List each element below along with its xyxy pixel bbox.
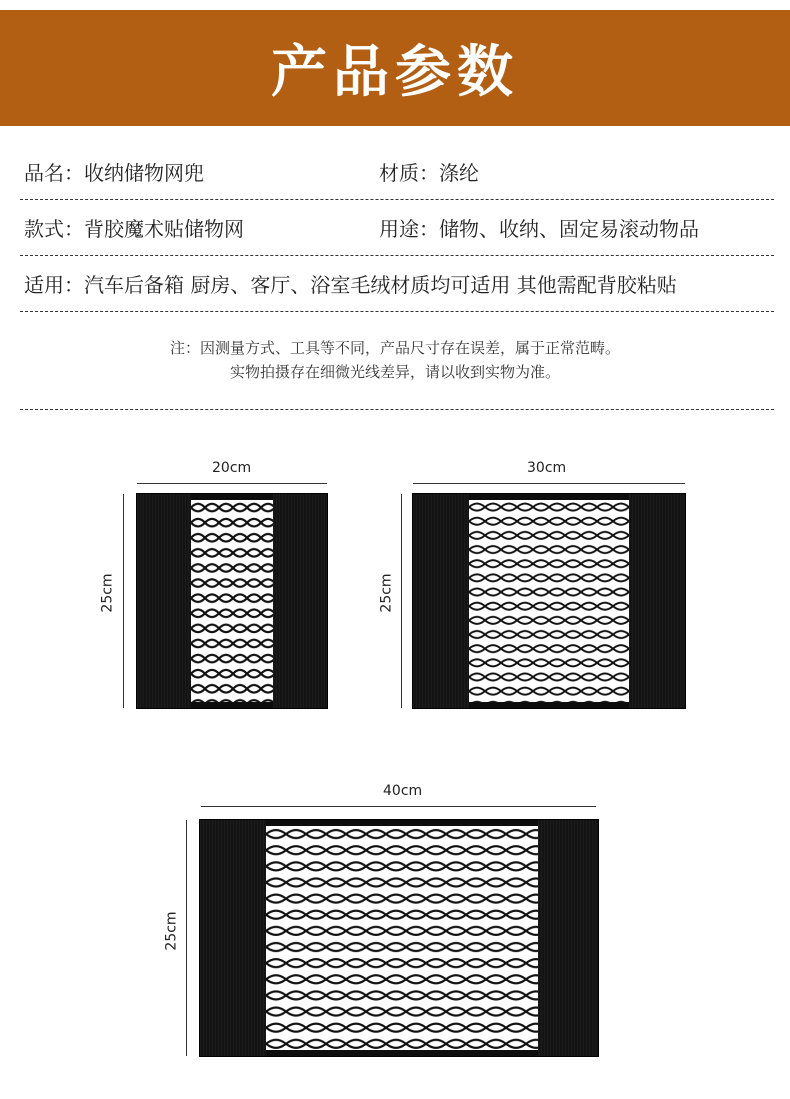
velcro-strap-right: [629, 494, 685, 708]
param-row-name-material: [20, 144, 774, 200]
mesh: [191, 494, 273, 708]
height-label-large: 25cm: [163, 911, 180, 951]
storage-net-small: [137, 494, 327, 708]
height-dimension-line-large: [186, 820, 187, 1056]
param-usage: 用途：储物、收纳、固定易滚动物品: [379, 217, 699, 241]
storage-net-large: [200, 820, 598, 1056]
storage-net-medium: [413, 494, 685, 708]
param-style: 款式：背胶魔术贴储物网: [24, 217, 244, 241]
param-material: 材质：涤纶: [379, 161, 479, 185]
divider: [20, 409, 774, 410]
mesh: [266, 820, 538, 1056]
velcro-strap-left: [413, 494, 469, 708]
width-label-large: 40cm: [383, 783, 423, 799]
width-label-small: 20cm: [212, 460, 252, 476]
height-label-medium: 25cm: [378, 573, 395, 613]
velcro-strap-right: [538, 820, 598, 1056]
param-product-name: 品名：收纳储物网兜: [24, 161, 204, 185]
width-label-medium: 30cm: [527, 460, 567, 476]
width-dimension-line-medium: [413, 483, 685, 484]
height-label-small: 25cm: [99, 573, 116, 613]
title-banner: [0, 10, 790, 126]
velcro-strap-right: [273, 494, 327, 708]
page-title: 产品参数: [271, 40, 519, 105]
width-dimension-line-small: [137, 483, 327, 484]
param-applicable: 适用：汽车后备箱 厨房、客厅、浴室毛绒材质均可适用 其他需配背胶粘贴: [24, 273, 677, 297]
height-dimension-line-small: [123, 494, 124, 708]
mesh: [469, 494, 629, 708]
note-line-2: 实物拍摄存在细微光线差异，请以收到实物为准。: [229, 363, 560, 381]
height-dimension-line-medium: [401, 494, 402, 708]
width-dimension-line-large: [201, 806, 596, 807]
param-row-style-usage: [20, 200, 774, 256]
note-line-1: 注：因测量方式、工具等不同，产品尺寸存在误差，属于正常范畴。: [169, 339, 620, 357]
velcro-strap-left: [200, 820, 266, 1056]
velcro-strap-left: [137, 494, 191, 708]
param-row-applicable: [20, 256, 774, 312]
